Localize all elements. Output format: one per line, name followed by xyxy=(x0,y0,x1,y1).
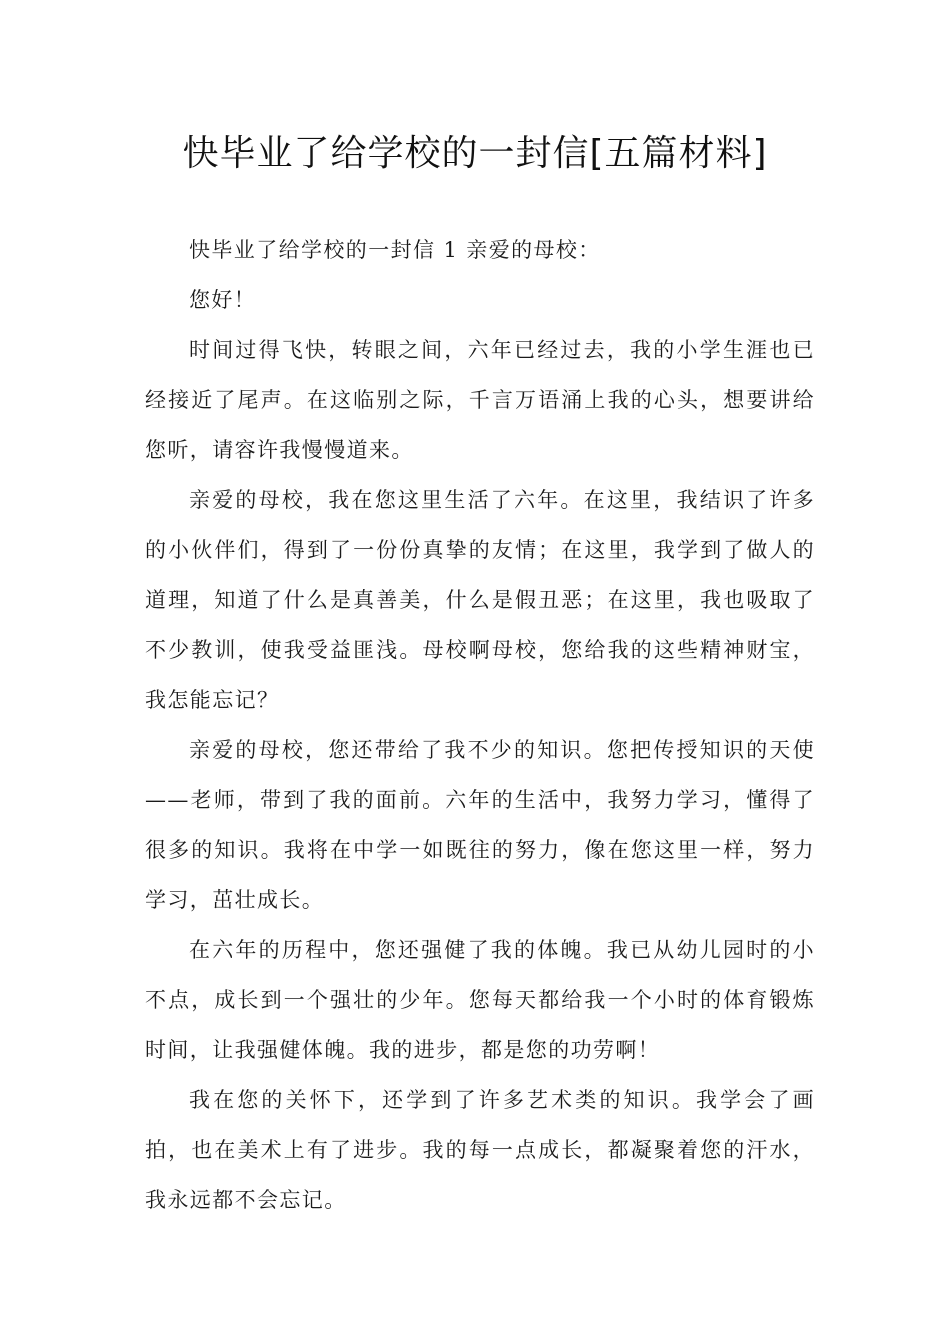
letter-body xyxy=(145,225,815,1225)
paragraph-greeting: 您好！ xyxy=(189,288,257,312)
paragraph-salutation: 快毕业了给学校的一封信 1 亲爱的母校： xyxy=(189,238,601,262)
paragraph-arts: 我在您的关怀下，还学到了许多艺术类的知识。我学会了画拍，也在美术上有了进步。我的每一点成长，都凝聚着您的汗水，我永远都不会忘记。 xyxy=(145,1088,815,1212)
paragraph-knowledge: 亲爱的母校，您还带给了我不少的知识。您把传授知识的天使——老师，带到了我的面前。六年的生活中，我努力学习，懂得了很多的知识。我将在中学一如既往的努力，像在您这里一样，努力学习，茁壮成长。 xyxy=(145,738,815,912)
document-title: 快毕业了给学校的一封信[五篇材料] xyxy=(182,133,768,174)
paragraph-intro: 时间过得飞快，转眼之间，六年已经过去，我的小学生涯也已经接近了尾声。在这临别之际，千言万语涌上我的心头，想要讲给您听，请容许我慢慢道来。 xyxy=(145,338,815,462)
paragraph-friendship: 亲爱的母校，我在您这里生活了六年。在这里，我结识了许多的小伙伴们，得到了一份份真挚的友情；在这里，我学到了做人的道理，知道了什么是真善美，什么是假丑恶；在这里，我也吸取了不少教训，使我受益匪浅。母校啊母校，您给我的这些精神财宝，我怎能忘记？ xyxy=(145,488,815,712)
paragraph-health: 在六年的历程中，您还强健了我的体魄。我已从幼儿园时的小不点，成长到一个强壮的少年。您每天都给我一个小时的体育锻炼时间，让我强健体魄。我的进步，都是您的功劳啊！ xyxy=(145,938,815,1062)
